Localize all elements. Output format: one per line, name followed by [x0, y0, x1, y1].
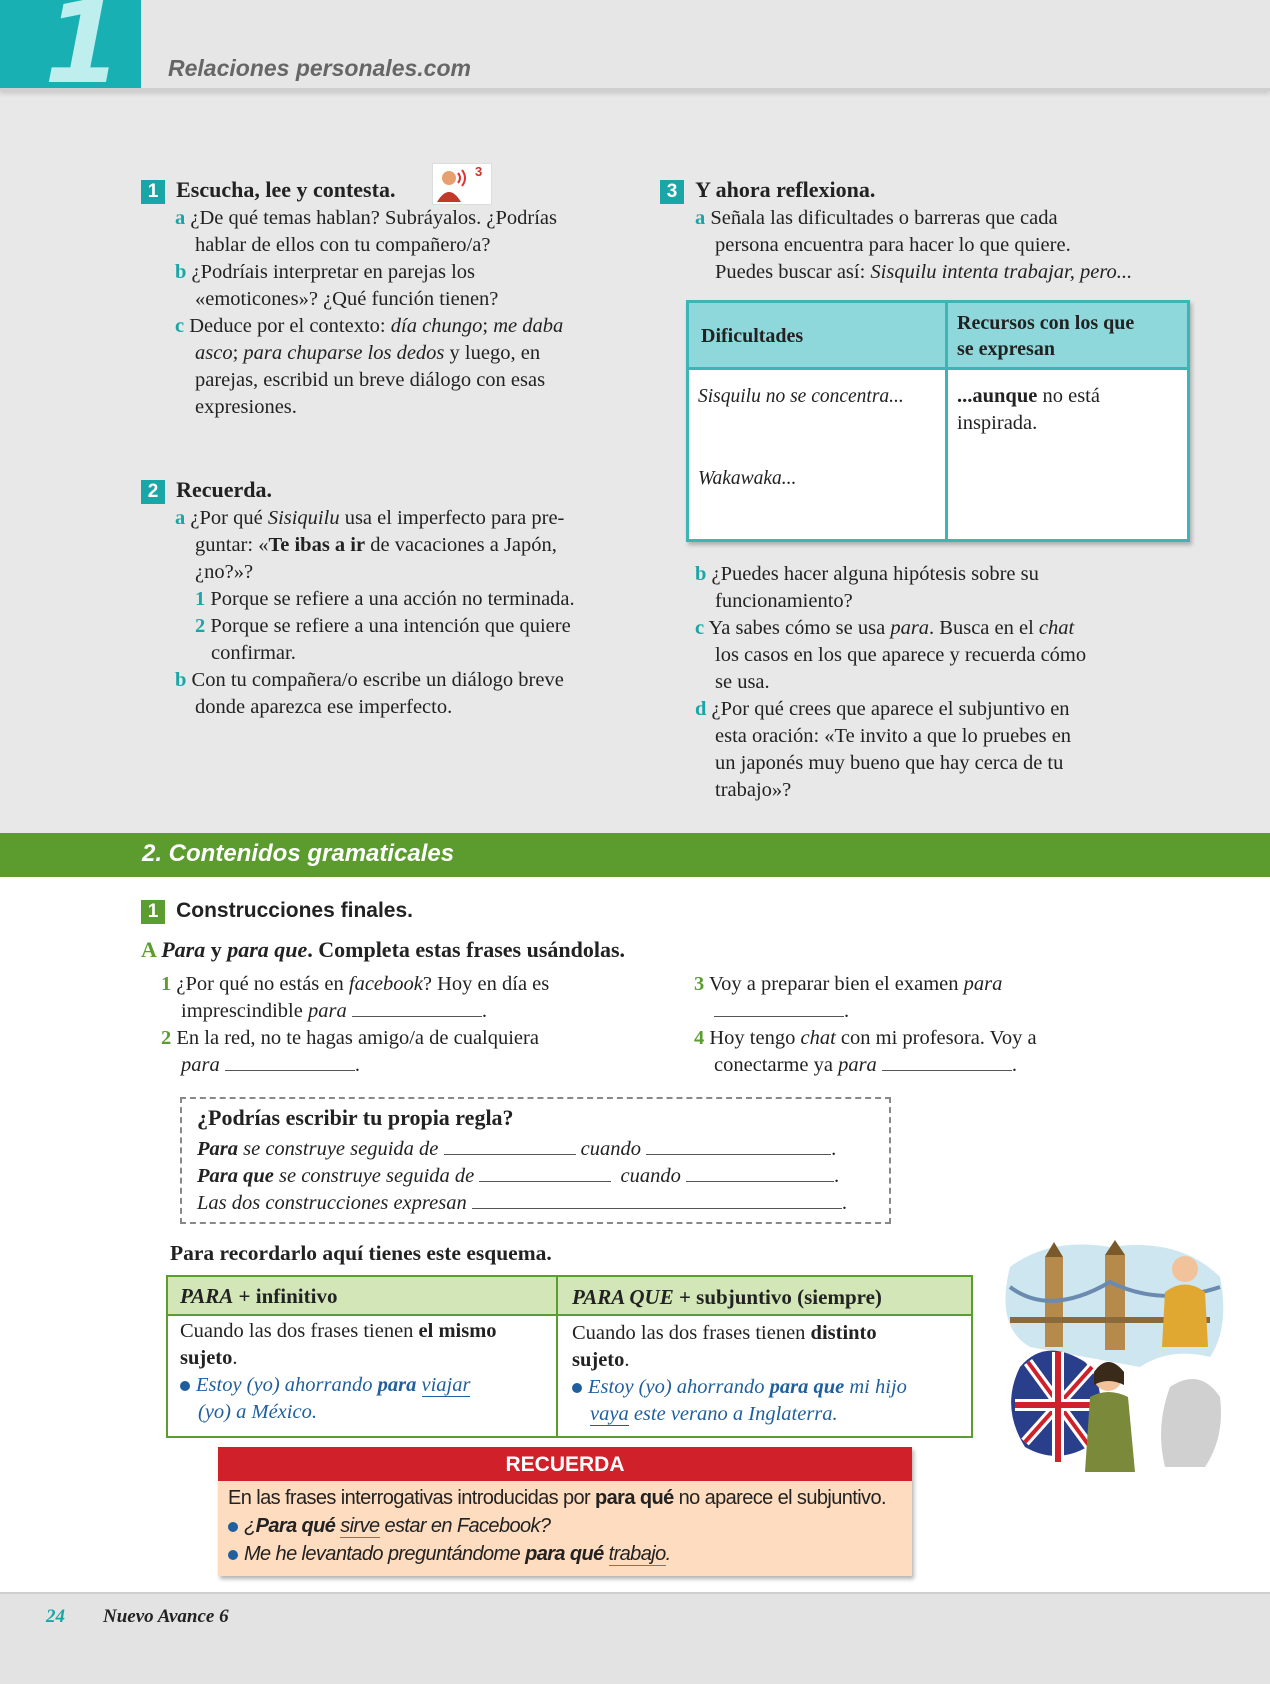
- item-a-line2: persona encuentra para hacer lo que quiere.: [715, 234, 1071, 256]
- audio-track-number: 3: [475, 164, 483, 179]
- exercise-title: Escucha, lee y contesta.: [176, 177, 396, 202]
- exercise-number: 2: [141, 480, 165, 504]
- rule-lines: [197, 1136, 887, 1217]
- scheme-divider: [556, 1277, 558, 1436]
- exercise-3-heading: [660, 177, 875, 204]
- sentence-3-line2: .: [694, 998, 1194, 1025]
- audio-track-button[interactable]: [432, 163, 492, 205]
- bullet-icon: [180, 1381, 190, 1391]
- item-a-line3: Puedes buscar así: Sisquilu intenta trabajar, pero...: [715, 261, 1133, 283]
- item-d-line3: un japonés muy bueno que hay cerca de tu: [715, 752, 1064, 774]
- example-para-que-line2: vaya este verano a Inglaterra.: [590, 1403, 838, 1425]
- blank-field[interactable]: [646, 1136, 831, 1155]
- table-divider: [945, 303, 948, 539]
- option-2: 2 Porque se refiere a una intención que quiere: [195, 615, 571, 637]
- item-d-line2: esta oración: «Te invito a que lo pruebes en: [715, 725, 1072, 747]
- rule-line-2: Para que se construye seguida de cuando .: [197, 1165, 840, 1187]
- scheme-header-para: PARA + infinitivo: [180, 1284, 338, 1308]
- item-d: d ¿Por qué crees que aparece el subjuntivo en: [695, 698, 1070, 720]
- travel-illustration-icon: [990, 1237, 1230, 1477]
- sentence-1: 1 ¿Por qué no estás en facebook? Hoy en día es: [161, 973, 550, 995]
- table-divider: [689, 367, 1187, 370]
- sentence-2: 2 En la red, no te hagas amigo/a de cualquiera: [161, 1027, 539, 1049]
- blank-field[interactable]: [686, 1163, 834, 1182]
- recuerda-rule: En las frases interrogativas introducidas por para qué no aparece el subjuntivo.: [228, 1487, 886, 1509]
- exercise-3-body-b: [695, 561, 1215, 804]
- table-cell: ...aunque no está inspirada.: [957, 385, 1100, 434]
- blank-field[interactable]: [352, 998, 482, 1017]
- item-a-line2: guntar: «Te ibas a ir de vacaciones a Japón,: [195, 534, 557, 556]
- listening-person-icon: [433, 164, 473, 202]
- item-c: c Ya sabes cómo se usa para. Busca en el chat: [695, 617, 1075, 639]
- exercise-1-heading: [141, 177, 395, 204]
- item-b-line2: «emoticones»? ¿Qué función tienen?: [195, 288, 499, 310]
- exercise-number: 3: [660, 180, 684, 204]
- blank-field[interactable]: [882, 1052, 1012, 1071]
- item-c: c Deduce por el contexto: día chungo; me daba: [175, 315, 564, 337]
- example-para-que: Estoy (yo) ahorrando para que mi hijo: [572, 1374, 967, 1401]
- item-a-line2: hablar de ellos con tu compañero/a?: [195, 234, 491, 256]
- grammar-1-instruction: A Para y para que. Completa estas frases usándolas.: [141, 937, 626, 962]
- grammar-items-left: [161, 971, 651, 1079]
- page-number: 24: [46, 1606, 65, 1627]
- column-header-resources: Recursos con los que se expresan: [957, 312, 1135, 360]
- scheme-cell-para-que: Cuando las dos frases tienen distinto sujeto. Estoy (yo) ahorrando para que mi hijo vaya este verano a Inglaterra.: [572, 1320, 967, 1428]
- exercise-title: Construcciones finales.: [176, 899, 413, 922]
- rule-line-3: Las dos construcciones expresan .: [197, 1192, 847, 1214]
- exercise-number: 1: [141, 900, 165, 924]
- rule-box: [180, 1097, 891, 1224]
- exercise-title: Y ahora reflexiona.: [695, 177, 876, 202]
- item-b-line2: funcionamiento?: [715, 590, 853, 612]
- blank-field[interactable]: [472, 1190, 842, 1209]
- item-c-line2: los casos en los que aparece y recuerda cómo: [715, 644, 1087, 666]
- scheme-cell-para: Cuando las dos frases tienen el mismo sujeto. Estoy (yo) ahorrando para viajar (yo) a México.: [180, 1318, 550, 1426]
- exercise-number: 1: [141, 180, 165, 204]
- blank-field[interactable]: [225, 1052, 355, 1071]
- grammar-1-heading: [141, 899, 413, 924]
- difficulties-table: [686, 300, 1190, 542]
- item-b: b ¿Puedes hacer alguna hipótesis sobre su: [695, 563, 1039, 585]
- recuerda-title: RECUERDA: [505, 1453, 625, 1476]
- item-a-line3: ¿no?»?: [195, 561, 254, 583]
- bullet-icon: [228, 1522, 238, 1532]
- rule-line-1: Para se construye seguida de cuando .: [197, 1138, 837, 1160]
- book-title: Nuevo Avance 6: [103, 1606, 229, 1627]
- exercise-2-body: [175, 505, 655, 721]
- scheme-intro: Para recordarlo aquí tienes este esquema.: [170, 1241, 552, 1265]
- rule-title: ¿Podrías escribir tu propia regla?: [197, 1105, 514, 1130]
- grammar-items-right: [694, 971, 1194, 1079]
- item-a: a Señala las dificultades o barreras que cada: [695, 207, 1058, 229]
- sentence-4-line2: conectarme ya para .: [714, 1054, 1018, 1076]
- blank-field[interactable]: [444, 1136, 576, 1155]
- unit-number: 1: [44, 0, 122, 109]
- london-travel-illustration: [990, 1237, 1230, 1477]
- item-c-line4: expresiones.: [195, 396, 297, 418]
- recuerda-example-1: ¿Para qué sirve estar en Facebook?: [228, 1515, 550, 1538]
- scheme-table: [166, 1275, 973, 1438]
- exercise-2-heading: [141, 477, 272, 504]
- scheme-header-para-que: PARA QUE + subjuntivo (siempre): [572, 1285, 882, 1309]
- item-c-line3: se usa.: [715, 671, 770, 693]
- sentence-4: 4 Hoy tengo chat con mi profesora. Voy a: [694, 1027, 1037, 1049]
- column-header-difficulties: Dificultades: [701, 325, 804, 347]
- exercise-title: Recuerda.: [176, 477, 273, 502]
- table-cell: Sisquilu no se concentra...: [698, 386, 904, 407]
- item-b: b ¿Podríais interpretar en parejas los: [175, 261, 476, 283]
- blank-field[interactable]: [479, 1163, 611, 1182]
- recuerda-example-2: Me he levantado preguntándome para qué trabajo.: [228, 1543, 671, 1566]
- item-a: a ¿Por qué Sisiquilu usa el imperfecto para pre-: [175, 507, 565, 529]
- item-c-line2: asco; para chuparse los dedos y luego, en: [195, 342, 541, 364]
- item-a: a ¿De qué temas hablan? Subráyalos. ¿Podrías: [175, 207, 557, 229]
- exercise-3-body-a: [695, 205, 1215, 286]
- item-c-line3: parejas, escribid un breve diálogo con esas: [195, 369, 546, 391]
- bullet-icon: [572, 1383, 582, 1393]
- exercise-1-body: [175, 205, 645, 421]
- option-2-line2: confirmar.: [211, 642, 296, 664]
- example-para: Estoy (yo) ahorrando para viajar: [180, 1372, 550, 1399]
- example-para-line2: (yo) a México.: [198, 1401, 317, 1423]
- option-1: 1 Porque se refiere a una acción no terminada.: [195, 588, 575, 610]
- item-d-line4: trabajo»?: [715, 779, 792, 801]
- blank-field[interactable]: [714, 998, 844, 1017]
- sentence-2-line2: para .: [181, 1054, 360, 1076]
- item-b-line2: donde aparezca ese imperfecto.: [195, 696, 453, 718]
- item-b: b Con tu compañera/o escribe un diálogo breve: [175, 669, 564, 691]
- table-cell: Wakawaka...: [698, 468, 797, 489]
- sentence-1-line2: imprescindible para .: [181, 1000, 487, 1022]
- bullet-icon: [228, 1550, 238, 1560]
- recuerda-box: [218, 1447, 912, 1576]
- sentence-3: 3 Voy a preparar bien el examen para: [694, 973, 1003, 995]
- unit-title: Relaciones personales.com: [168, 55, 471, 81]
- section-title: 2. Contenidos gramaticales: [142, 840, 455, 867]
